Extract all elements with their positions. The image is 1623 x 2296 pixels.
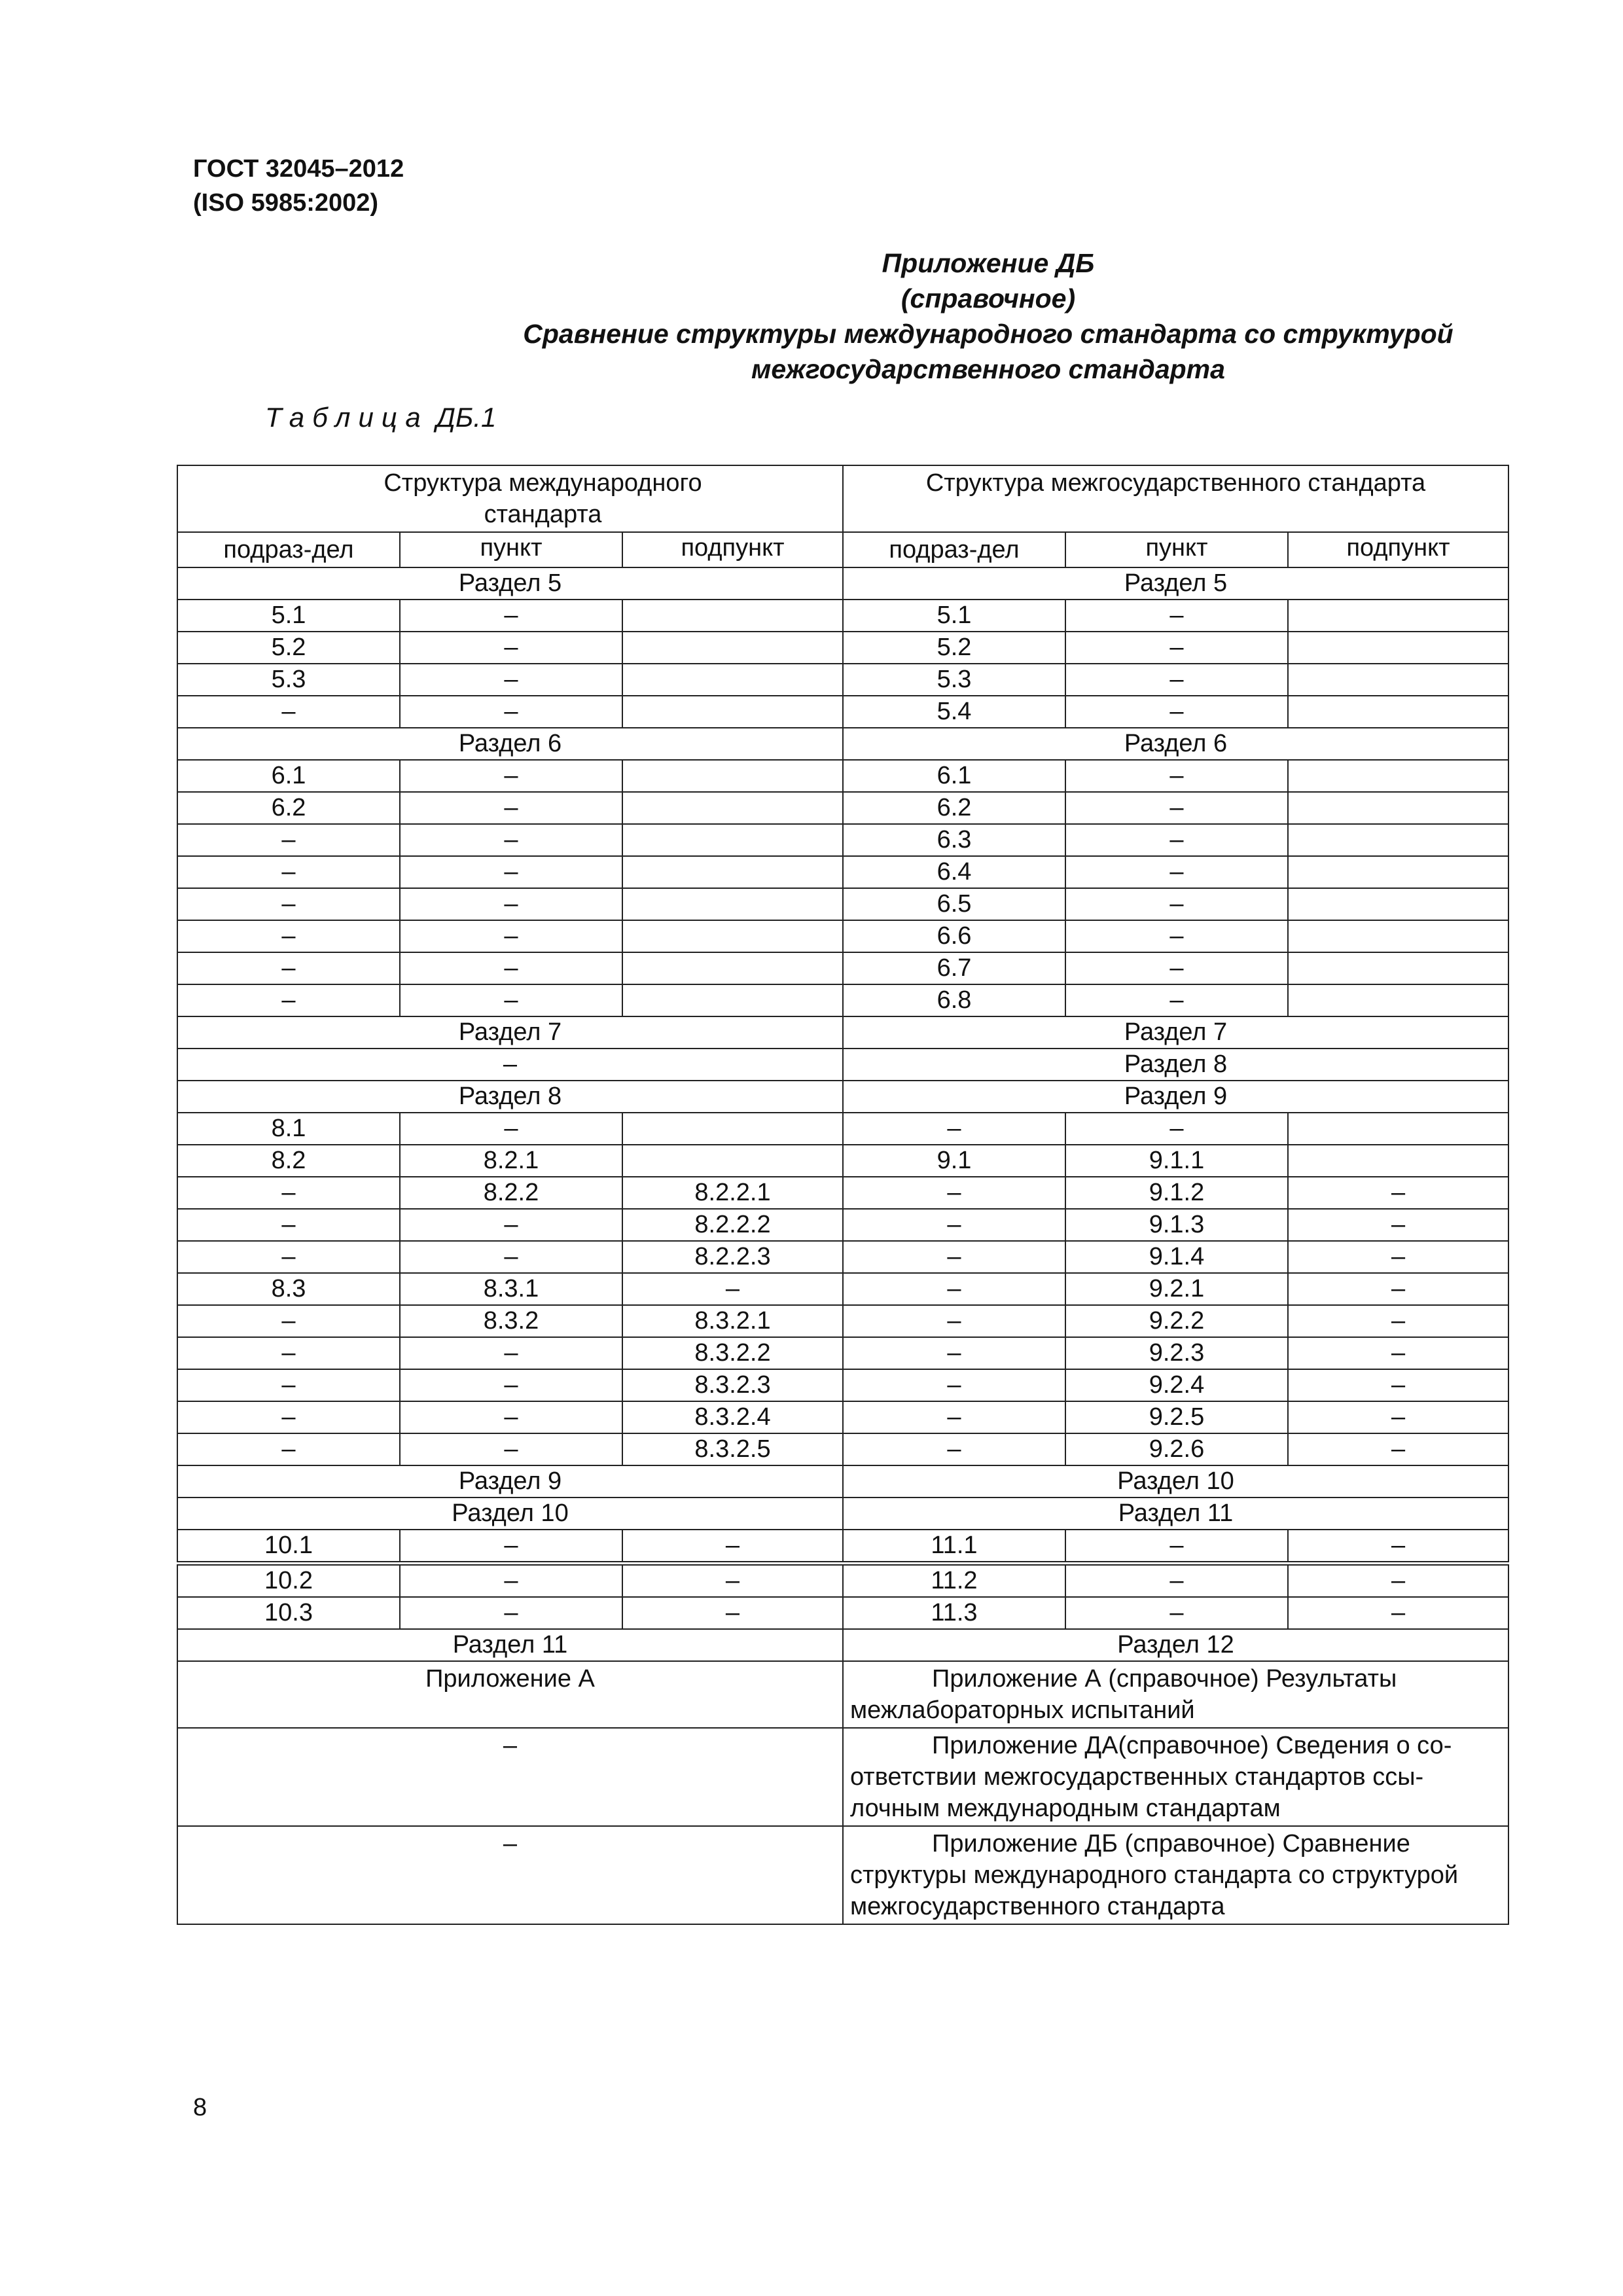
document-header [193, 152, 404, 220]
table-cell: – [400, 856, 622, 888]
table-cell: 5.2 [177, 632, 400, 664]
table-cell [1288, 920, 1508, 952]
sub-header-cell: пункт [400, 532, 622, 567]
table-cell: 8.2.2.1 [622, 1177, 843, 1209]
table-cell: – [622, 1564, 843, 1598]
section-cell-international: Раздел 8 [177, 1081, 843, 1113]
table-cell: – [400, 696, 622, 728]
table-cell: – [843, 1273, 1065, 1305]
table-cell: – [400, 984, 622, 1016]
sub-header-cell: подпункт [622, 532, 843, 567]
table-cell [622, 920, 843, 952]
table-row [177, 1337, 1508, 1369]
table-row [177, 888, 1508, 920]
table-row [177, 664, 1508, 696]
table-cell: 9.2.4 [1065, 1369, 1288, 1401]
table-cell: – [1288, 1177, 1508, 1209]
table-cell: – [400, 760, 622, 792]
section-cell-international: Раздел 9 [177, 1465, 843, 1498]
table-cell: 9.1.3 [1065, 1209, 1288, 1241]
table-cell: 8.3.2.3 [622, 1369, 843, 1401]
table-cell: – [843, 1209, 1065, 1241]
table-cell: – [1288, 1273, 1508, 1305]
table-cell: – [177, 1305, 400, 1337]
table-cell [622, 1145, 843, 1177]
section-row [177, 1016, 1508, 1049]
appendix-cell-interstate: Приложение А (справочное) Результаты межлабораторных испытаний [843, 1661, 1508, 1728]
table-cell: – [1288, 1530, 1508, 1564]
table-cell: 5.1 [177, 600, 400, 632]
table-cell [1288, 1145, 1508, 1177]
table-cell [1288, 952, 1508, 984]
sub-header-cell: подраз-дел [177, 532, 400, 567]
section-row [177, 728, 1508, 760]
table-row [177, 1369, 1508, 1401]
table-cell: 8.2.2 [400, 1177, 622, 1209]
table-cell: 9.2.6 [1065, 1433, 1288, 1465]
appendix-row [177, 1826, 1508, 1924]
table-cell: – [1065, 760, 1288, 792]
table-cell: – [843, 1337, 1065, 1369]
sub-header-row [177, 532, 1508, 567]
structure-comparison-table [177, 465, 1509, 1925]
sub-header-cell: подраз-дел [843, 532, 1065, 567]
table-cell: 6.5 [843, 888, 1065, 920]
table-cell: – [400, 824, 622, 856]
table-body [177, 465, 1508, 1924]
section-row [177, 1465, 1508, 1498]
table-cell: – [177, 1337, 400, 1369]
table-cell: 9.2.1 [1065, 1273, 1288, 1305]
table-cell: 9.1.4 [1065, 1241, 1288, 1273]
table-cell: 8.3.2.1 [622, 1305, 843, 1337]
section-row [177, 1498, 1508, 1530]
appendix-row [177, 1728, 1508, 1826]
table-row [177, 1597, 1508, 1629]
table-cell: – [400, 1209, 622, 1241]
section-row [177, 1629, 1508, 1661]
table-cell: – [1065, 792, 1288, 824]
table-cell: 6.3 [843, 824, 1065, 856]
table-cell: 8.3.2.4 [622, 1401, 843, 1433]
section-cell-international: – [177, 1049, 843, 1081]
group-header-interstate: Структура межгосударственного стандарта [843, 465, 1508, 532]
table-cell: – [1288, 1564, 1508, 1598]
section-cell-interstate: Раздел 7 [843, 1016, 1508, 1049]
appendix-row [177, 1661, 1508, 1728]
table-cell: – [177, 1401, 400, 1433]
table-cell [1288, 856, 1508, 888]
table-cell [622, 824, 843, 856]
appendix-name-line-1: Сравнение структуры международного стандарта со структурой [523, 319, 1454, 349]
table-row [177, 632, 1508, 664]
table-cell [1288, 696, 1508, 728]
table-cell [1288, 1113, 1508, 1145]
table-cell [1288, 888, 1508, 920]
table-cell [1288, 632, 1508, 664]
table-cell [1288, 984, 1508, 1016]
section-cell-interstate: Раздел 5 [843, 567, 1508, 600]
table-cell: 6.6 [843, 920, 1065, 952]
table-cell: – [843, 1241, 1065, 1273]
table-cell: 6.8 [843, 984, 1065, 1016]
table-cell: 9.2.3 [1065, 1337, 1288, 1369]
standard-number: ГОСТ 32045–2012 [193, 155, 404, 183]
table-cell: 10.1 [177, 1530, 400, 1564]
table-cell: – [177, 888, 400, 920]
section-cell-interstate: Раздел 8 [843, 1049, 1508, 1081]
table-cell: 5.3 [177, 664, 400, 696]
appendix-cell-interstate: Приложение ДБ (справочное) Сравнение структуры международного стандарта со структурой межгосударственного стандарта [843, 1826, 1508, 1924]
table-cell: 6.1 [843, 760, 1065, 792]
table-cell: 10.3 [177, 1597, 400, 1629]
group-header-row [177, 465, 1508, 532]
table-cell: 9.2.5 [1065, 1401, 1288, 1433]
section-cell-interstate: Раздел 6 [843, 728, 1508, 760]
table-cell: – [400, 1337, 622, 1369]
table-cell: – [1065, 600, 1288, 632]
table-cell: – [400, 664, 622, 696]
table-cell: – [177, 1433, 400, 1465]
appendix-cell-international: – [177, 1728, 843, 1826]
table-cell: 6.4 [843, 856, 1065, 888]
table-row [177, 1530, 1508, 1564]
table-cell: – [400, 632, 622, 664]
table-cell: 8.1 [177, 1113, 400, 1145]
table-cell: – [1065, 664, 1288, 696]
table-cell: – [843, 1113, 1065, 1145]
table-cell: 8.3 [177, 1273, 400, 1305]
table-cell [622, 600, 843, 632]
table-cell: – [177, 696, 400, 728]
table-row [177, 952, 1508, 984]
table-cell: – [843, 1369, 1065, 1401]
table-cell [1288, 664, 1508, 696]
table-cell: – [1288, 1305, 1508, 1337]
table-row [177, 1241, 1508, 1273]
table-cell: – [1065, 856, 1288, 888]
table-cell: 9.1 [843, 1145, 1065, 1177]
table-row [177, 1113, 1508, 1145]
appendix-cell-international: Приложение А [177, 1661, 843, 1728]
section-cell-international: Раздел 5 [177, 567, 843, 600]
table-cell: 11.2 [843, 1564, 1065, 1598]
table-cell [1288, 824, 1508, 856]
table-cell: – [843, 1305, 1065, 1337]
table-row [177, 792, 1508, 824]
section-cell-interstate: Раздел 9 [843, 1081, 1508, 1113]
table-cell [622, 952, 843, 984]
table-cell: 8.2.1 [400, 1145, 622, 1177]
section-cell-international: Раздел 7 [177, 1016, 843, 1049]
table-row [177, 920, 1508, 952]
table-cell: 6.1 [177, 760, 400, 792]
table-row [177, 1564, 1508, 1598]
table-row [177, 1401, 1508, 1433]
table-cell [622, 1113, 843, 1145]
table-cell: – [177, 824, 400, 856]
iso-reference: (ISO 5985:2002) [193, 189, 379, 217]
table-row [177, 600, 1508, 632]
table-cell: – [177, 1241, 400, 1273]
table-cell [622, 696, 843, 728]
table-cell: 5.2 [843, 632, 1065, 664]
table-cell: – [1288, 1433, 1508, 1465]
table-cell: – [177, 952, 400, 984]
table-cell: – [1065, 632, 1288, 664]
table-cell: – [177, 1177, 400, 1209]
section-cell-international: Раздел 11 [177, 1629, 843, 1661]
table-cell: – [400, 920, 622, 952]
table-cell [622, 664, 843, 696]
table-cell: – [843, 1177, 1065, 1209]
table-cell: 9.1.2 [1065, 1177, 1288, 1209]
table-cell: 8.3.2.2 [622, 1337, 843, 1369]
table-cell: 9.1.1 [1065, 1145, 1288, 1177]
table-cell: – [400, 792, 622, 824]
table-cell: 5.3 [843, 664, 1065, 696]
table-cell: – [1065, 952, 1288, 984]
table-cell: – [400, 1241, 622, 1273]
table-cell [1288, 792, 1508, 824]
table-cell: – [1288, 1401, 1508, 1433]
section-cell-interstate: Раздел 10 [843, 1465, 1508, 1498]
table-cell: 8.3.2.5 [622, 1433, 843, 1465]
appendix-cell-international: – [177, 1826, 843, 1924]
section-cell-international: Раздел 6 [177, 728, 843, 760]
table-cell: – [1065, 824, 1288, 856]
table-cell: – [1065, 1113, 1288, 1145]
table-cell [622, 984, 843, 1016]
table-cell: 8.3.2 [400, 1305, 622, 1337]
table-cell [622, 760, 843, 792]
appendix-title: Приложение ДБ [882, 248, 1095, 278]
table-row [177, 696, 1508, 728]
table-row [177, 1273, 1508, 1305]
table-cell: 5.1 [843, 600, 1065, 632]
table-cell: – [400, 1597, 622, 1629]
table-cell: – [400, 600, 622, 632]
table-cell: – [1065, 984, 1288, 1016]
table-cell: – [1288, 1241, 1508, 1273]
table-cell: – [177, 920, 400, 952]
table-row [177, 856, 1508, 888]
table-cell: 11.1 [843, 1530, 1065, 1564]
table-cell: – [400, 952, 622, 984]
table-cell [1288, 760, 1508, 792]
table-row [177, 1209, 1508, 1241]
table-cell: – [400, 1530, 622, 1564]
table-cell: – [1065, 1530, 1288, 1564]
table-row [177, 1177, 1508, 1209]
table-cell: 9.2.2 [1065, 1305, 1288, 1337]
table-cell: – [177, 1369, 400, 1401]
table-cell: – [1065, 920, 1288, 952]
table-cell: 8.3.1 [400, 1273, 622, 1305]
sub-header-cell: пункт [1065, 532, 1288, 567]
table-cell: – [177, 984, 400, 1016]
table-cell: – [400, 1113, 622, 1145]
table-cell: – [1288, 1597, 1508, 1629]
section-cell-international: Раздел 10 [177, 1498, 843, 1530]
table-cell: – [622, 1597, 843, 1629]
table-cell: 10.2 [177, 1564, 400, 1598]
table-cell: – [1065, 696, 1288, 728]
table-cell: – [1065, 1564, 1288, 1598]
section-row [177, 1081, 1508, 1113]
table-cell: 5.4 [843, 696, 1065, 728]
group-header-international: Структура международного стандарта [177, 465, 843, 532]
table-cell: 6.7 [843, 952, 1065, 984]
table-cell [622, 888, 843, 920]
table-cell: – [1288, 1209, 1508, 1241]
table-row [177, 1305, 1508, 1337]
table-cell: – [177, 856, 400, 888]
section-cell-interstate: Раздел 11 [843, 1498, 1508, 1530]
section-row [177, 1049, 1508, 1081]
table-cell [622, 856, 843, 888]
table-caption-word: Таблица [265, 402, 429, 433]
table-cell: 6.2 [843, 792, 1065, 824]
section-cell-interstate: Раздел 12 [843, 1629, 1508, 1661]
table-cell: – [622, 1273, 843, 1305]
page-number: 8 [193, 2094, 207, 2121]
appendix-name-line-2: межгосударственного стандарта [751, 354, 1225, 384]
table-cell: – [177, 1209, 400, 1241]
table-cell: – [1288, 1337, 1508, 1369]
table-cell: – [622, 1530, 843, 1564]
table-cell: – [1288, 1369, 1508, 1401]
table-cell: – [1065, 888, 1288, 920]
table-row [177, 1145, 1508, 1177]
table-cell: 8.2.2.3 [622, 1241, 843, 1273]
table-row [177, 760, 1508, 792]
table-cell: – [400, 1433, 622, 1465]
section-row [177, 567, 1508, 600]
table-cell: 6.2 [177, 792, 400, 824]
appendix-note: (справочное) [901, 283, 1076, 314]
table-caption [265, 399, 496, 436]
table-cell [622, 632, 843, 664]
table-row [177, 1433, 1508, 1465]
table-row [177, 824, 1508, 856]
appendix-title-block [366, 245, 1610, 387]
table-cell: 8.2.2.2 [622, 1209, 843, 1241]
table-cell: 11.3 [843, 1597, 1065, 1629]
table-cell: – [400, 1564, 622, 1598]
table-cell [1288, 600, 1508, 632]
appendix-cell-interstate: Приложение ДА(справочное) Сведения о со-ответствии межгосударственных стандартов ссы-лочным международным стандартам [843, 1728, 1508, 1826]
table-cell: – [843, 1401, 1065, 1433]
table-caption-number: ДБ.1 [436, 402, 497, 433]
table-cell: – [400, 1369, 622, 1401]
sub-header-cell: подпункт [1288, 532, 1508, 567]
table-cell [622, 792, 843, 824]
table-cell: – [400, 1401, 622, 1433]
table-cell: 8.2 [177, 1145, 400, 1177]
table-row [177, 984, 1508, 1016]
table-cell: – [1065, 1597, 1288, 1629]
table-cell: – [400, 888, 622, 920]
table-cell: – [843, 1433, 1065, 1465]
